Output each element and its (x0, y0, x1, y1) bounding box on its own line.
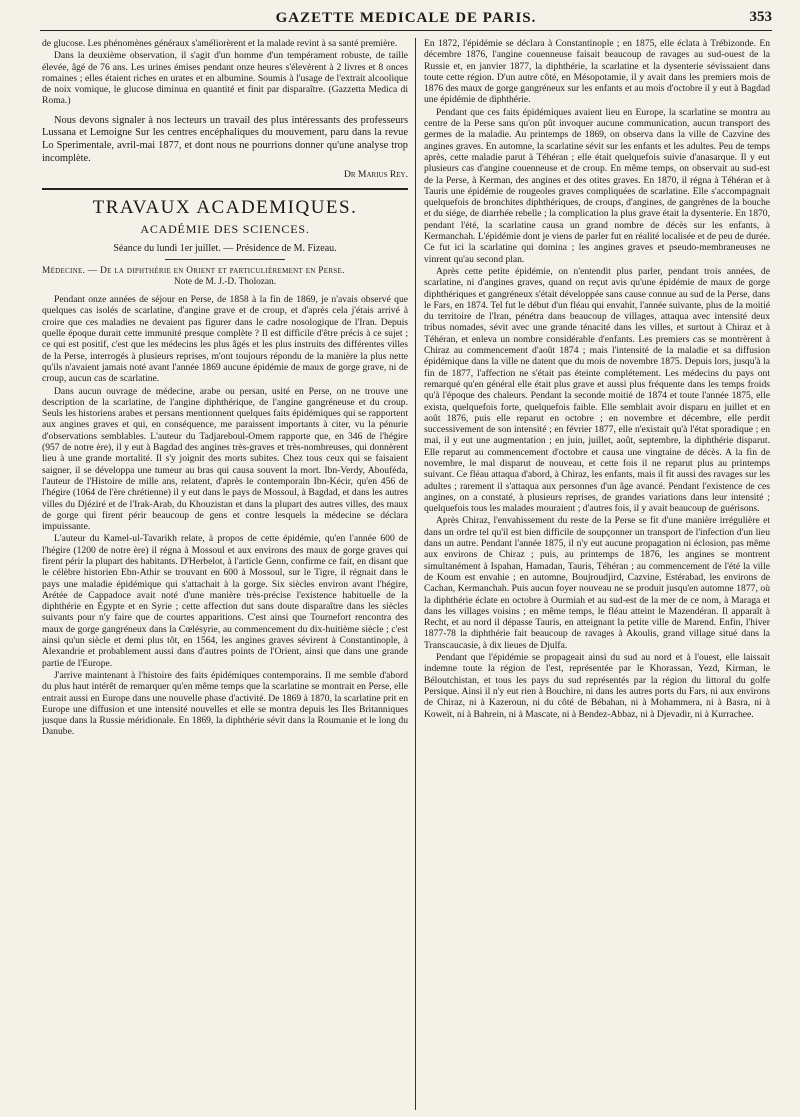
section-title: TRAVAUX ACADEMIQUES. (92, 197, 358, 219)
paragraph: Après Chiraz, l'envahissement du reste de la Perse se fit d'une manière irrégulière et dans un ordre tel qu'il est bien difficile de soupçonner un transport de l'infection d'un lieu dans un autre. Pendant l'année 1875, il n'y eut aucune propagation ni éclosion, pas même aux environs de Chiraz ; puis, au printemps de 1876, les angines se montrent simultanément à Ispahan, Hamadan, Tauris, Téhéran ; au commencement de l'été la ville de Koum est envahie ; en automne, Boujroudjird, Cazvine, Estérabad, les environs de Cachan, Kermanchah. Puis aucun foyer nouveau ne se produit jusqu'en automne 1877, où la diphthérie éclate en octobre à Ourmiah et au sud-est de la mer de ce nom, à Maraga et dans les villages voisins ; en même temps, le fléau atteint le Mazendéran. Il apparaît à Recht, et au nord il dépasse Tauris, en atteignant la petite ville de Marend. Enfin, l'hiver 1877-78 la diphthérie fait beaucoup de ravages à Akoulis, grand village situé dans la Transcaucasie, à dix lieues de Djulfa. (424, 515, 770, 651)
article-title: Médecine. — De la diphthérie en Orient et particulièrement en Perse. (42, 265, 345, 276)
paragraph: En 1872, l'épidémie se déclara à Constantinople ; en 1875, elle éclata à Trébizonde. En décembre 1876, l'angine couenneuse faisait beaucoup de ravages au sud-ouest de la Russie et, en janvier 1877, la diphthérie, la scarlatine et la dysenterie sévissaient dans toute cette région. D'un autre côté, en Mésopotamie, il y avait dans les premiers mois de 1876 des maux de gorge gangréneux sur les enfants et au mois d'octobre il y eut à Bagdad une épidémie de diphthérie. (424, 38, 770, 106)
notice-paragraph: Nous devons signaler à nos lecteurs un travail des plus intéressants des professeurs Lussana et Lemoigne Sur les centres encéphaliques du mouvement, paru dans la revue Lo Sperimentale, avril-mai 1877, et dont nous ne pourrions donner qu'une analyse trop incomplète. (42, 114, 408, 164)
paragraph: J'arrive maintenant à l'histoire des faits épidémiques contemporains. Il me semble d'abord du plus haut intérêt de remarquer qu'en même temps que la scarlatine se montrait en Perse, elle entrait aussi en Europe dans une nouvelle phase d'activité. De 1869 à 1870, la scarlatine prit en Europe une diffusion et une intensité nouvelles et elle se montra depuis les Iles Britanniques jusque dans la Russie méridionale. En 1869, la diphthérie sévit dans la Roumanie et le long du Danube. (42, 669, 408, 738)
article-author: Note de M. J.-D. Tholozan. (173, 276, 277, 287)
left-column (42, 38, 408, 1110)
paragraph: L'auteur du Kamel-ul-Tavarikh relate, à propos de cette épidémie, qu'en l'année 600 de l'hégire (1200 de notre ère) il régna à Mossoul et aux environs des maux de gorge graves qui firent périr la plupart des habitants. D'Herbelot, à l'article Genn, confirme ce fait, en disant que le célèbre historien Ebn-Athir se trouvant en 600 à Mossoul, sur le Tigre, il régnait dans le pays une maladie épidémique qui s'attachait à la gorge. Six siècles environ avant l'hégire, Arétée de Cappadoce avait noté d'une manière très-précise l'existence habituelle de la diphthérie en Égypte et en Syrie ; cette affection dut sans doute disparaître dans les siècles suivants pour n'y faire que de courtes apparitions. C'est ainsi que Tournefort rencontra des maux de gorge gangréneux dans la Cœlésyrie, au commencement du dix-huitième siècle ; c'est ainsi qu'un siècle et demi plus tôt, en 1564, les angines graves sévirent à Constantinople, à Alexandrie et probablement aussi dans d'autres points de l'Orient, ainsi que dans une grande partie de l'Europe. (42, 533, 408, 669)
right-column (424, 38, 770, 1110)
column-divider (415, 38, 416, 1110)
paragraph: Dans aucun ouvrage de médecine, arabe ou persan, usité en Perse, on ne trouve une description de la scarlatine, de l'angine diphthérique, de l'angine gangréneuse et du croup. Seuls les historiens arabes et persans mentionnent quelques faits épidémiques qui se rapportent aux angines graves et qui, en conséquence, me paraissent importants à citer, vu la pénurie d'observations semblables. L'auteur du Tadjareboul-Omem rapporte que, en 346 de l'hégire (957 de notre ère), il y eut à Bagdad des angines très-graves et très-nombreuses, qui donnèrent lieu à une grande mortalité. Il s'y joignit des morts subites. Chez tous ceux qui se faisaient saigner, il se développa une tumeur au bras qui causa souvent la mort. Ibn-Verdy, Abouféda, l'auteur de l'Histoire de mille ans, relatent, d'après le contemporain Ibn-Kécir, qu'en 456 de l'hégire (1064 de l'ère chrétienne) il y eut dans le pays de Mossoul, à Bagdad, et dans les autres villes du Djéziré et de l'Irak-Arab, du Khouzistan et dans la plupart des autres villes, des maux de gorge qui firent périr beaucoup de gens et contre lesquels la médecine se déclara impuissante. (42, 385, 408, 533)
session-line: Séance du lundi 1er juillet. — Présidence de M. Fizeau. (113, 243, 337, 255)
running-header (40, 8, 772, 31)
subsection-title: ACADÉMIE DES SCIENCES. (140, 222, 310, 237)
paragraph: Pendant que l'épidémie se propageait ainsi du sud au nord et à l'ouest, elle laissait indemne toute la région de l'est, représentée par le Khorassan, Yezd, Kirman, le Béloutchistan, et tous les pays du sud représentés par la région du littoral du golfe Persique. Ainsi il n'y eut rien à Bouchire, ni dans les autres ports du Fars, ni aux environs de Chiraz, ni à Kazeroun, ni du côté de Bébahan, ni à Mohammera, ni à Basra, ni à Koweït, ni à Bahrein, ni à Mascate, ni à Bendez-Abbaz, ni à Djevadir, ni à Kurrachee. (424, 652, 770, 720)
journal-title: GAZETTE MEDICALE DE PARIS. (275, 10, 537, 26)
paragraph: Dans la deuxième observation, il s'agit d'un homme d'un tempérament robuste, de taille élevée, âgé de 76 ans. Les urines émises pendant onze heures s'élevèrent à 2 livres et 8 onces romaines ; elles étaient riches en urates et en albumine. Soumis à l'usage de l'extrait alcoolique de noix vomique, le glucose diminua en quantité et finit par disparaître. (Gazzetta Medica di Roma.) (42, 50, 408, 107)
article-heading (42, 266, 408, 288)
page-number: 353 (749, 9, 772, 25)
paragraph: de glucose. Les phénomènes généraux s'améliorèrent et la malade revint à sa santé première. (42, 38, 398, 49)
paragraph: Après cette petite épidémie, on n'entendit plus parler, pendant trois années, de scarlatine, ni d'angines graves, quand on reçut avis qu'une épidémie de maux de gorge diphthériques et gangréneux s'était développée sans cause connue au sud de la Perse, dans le Fars, en 1874. Tel fut le début d'un fléau qui envahit, l'année suivante, plus de la moitié du territoire de l'Iran, pénétra dans beaucoup de villages, attaqua avec intensité deux tribus nomades, sévit avec une grande ténacité dans les villes, et surtout à Chiraz et à Téhéran, et enleva un nombre considérable d'enfants. Les premiers cas se montrèrent à Chiraz au commencement d'août 1874 ; mais l'intensité de la maladie et sa diffusion épidémique dans la ville ne datent que du mois de novembre 1875. Depuis lors, jusqu'à la fin de 1877, l'affection ne s'était pas éteinte complétement. Les médecins du pays ont remarqué qu'en général elle était plus grave et aussi plus fréquente dans les temps froids qu'à l'époque des chaleurs. Pendant la seconde moitié de 1874 et toute l'année 1875, elle exista, quelquefois forte, quelquefois faible. Elle semblait avoir disparu en juillet et en août 1876, puis elle reparut en octobre ; en novembre et décembre, elle perdit successivement de son intensité ; en février 1877, elle n'existait qu'à l'état sporadique ; en mai, il y eut une augmentation ; en juin, juillet, août, septembre, la diphthérie disparut. Elle reparut au commencement d'octobre et causa une vingtaine de décès. A la fin de novembre, le mal disparut de nouveau, et cette fois il ne reparut plus au printemps suivant. Ce fléau attaqua d'abord, à Chiraz, les enfants, mais il fit aussi des ravages sur les adultes ; rarement il s'attaqua aux personnes d'un âge avancé. Pendant l'existence de ces angines, on a constaté, à plusieurs reprises, de grandes variations dans leur intensité ; quelquefois tous les malades mouraient ; d'autres fois, il y avait beaucoup de guérisons. (424, 265, 770, 515)
paragraph: Pendant que ces faits épidémiques avaient lieu en Europe, la scarlatine se montra au centre de la Perse sans qu'on pût invoquer aucune communication, aucun transport des germes de la maladie. Au printemps de 1869, on observa dans la ville de Cazvine des angines graves. En automne, la scarlatine sévit sur les enfants et les adultes. Peu de temps après, cette maladie parut à Téhéran ; elle était quelquefois suivie d'anasarque. Il y eut plusieurs cas d'angine couenneuse et de croup. En même temps, on observait au sud-est de la Perse, à Kerman, des angines et des otites graves. En 1870, il régna à Téhéran et à Tauris une épidémie de rougeoles graves compliquées de scarlatine. Elle s'accompagnait quelquefois de bronchites diphthériques, de croups, d'angines, de gangrènes de la bouche et du siége, de diarrhée rebelle ; la complication la plus grave était la dysenterie. En 1870, pendant l'été, la scarlatine causa un grand nombre de décès sur les enfants, à Kermanchah. L'épidémie dont je viens de parler fut en réalité localisée et de peu de durée. Ce fut ici la scarlatine qui domina ; les angines graves et pseudo-membraneuses ne vinrent qu'au second plan. (424, 106, 770, 265)
short-divider (165, 259, 285, 260)
paragraph: Pendant onze années de séjour en Perse, de 1858 à la fin de 1869, je n'avais observé que quelques cas isolés de scarlatine, d'angine grave et de croup, et d'après cela j'étais arrivé à croire que ces maladies ne devaient pas figurer dans le cadre nosologique de l'Iran. Depuis quelle époque durait cette immunité presque complète ? Il est difficile d'être précis à ce sujet ; ce qui est positif, c'est que les médecins les plus âgés et les plus instruits des différentes villes de la Perse, interrogés à plusieurs reprises, m'ont toujours répondu de la manière la plus nette qu'ils n'avaient jamais noté avant l'année 1869 aucune épidémie de maux de gorge grave, ni de croup, aucun cas de scarlatine. (42, 294, 408, 385)
section-divider (42, 188, 408, 190)
signature: Dr Marius Rey. (343, 169, 408, 181)
